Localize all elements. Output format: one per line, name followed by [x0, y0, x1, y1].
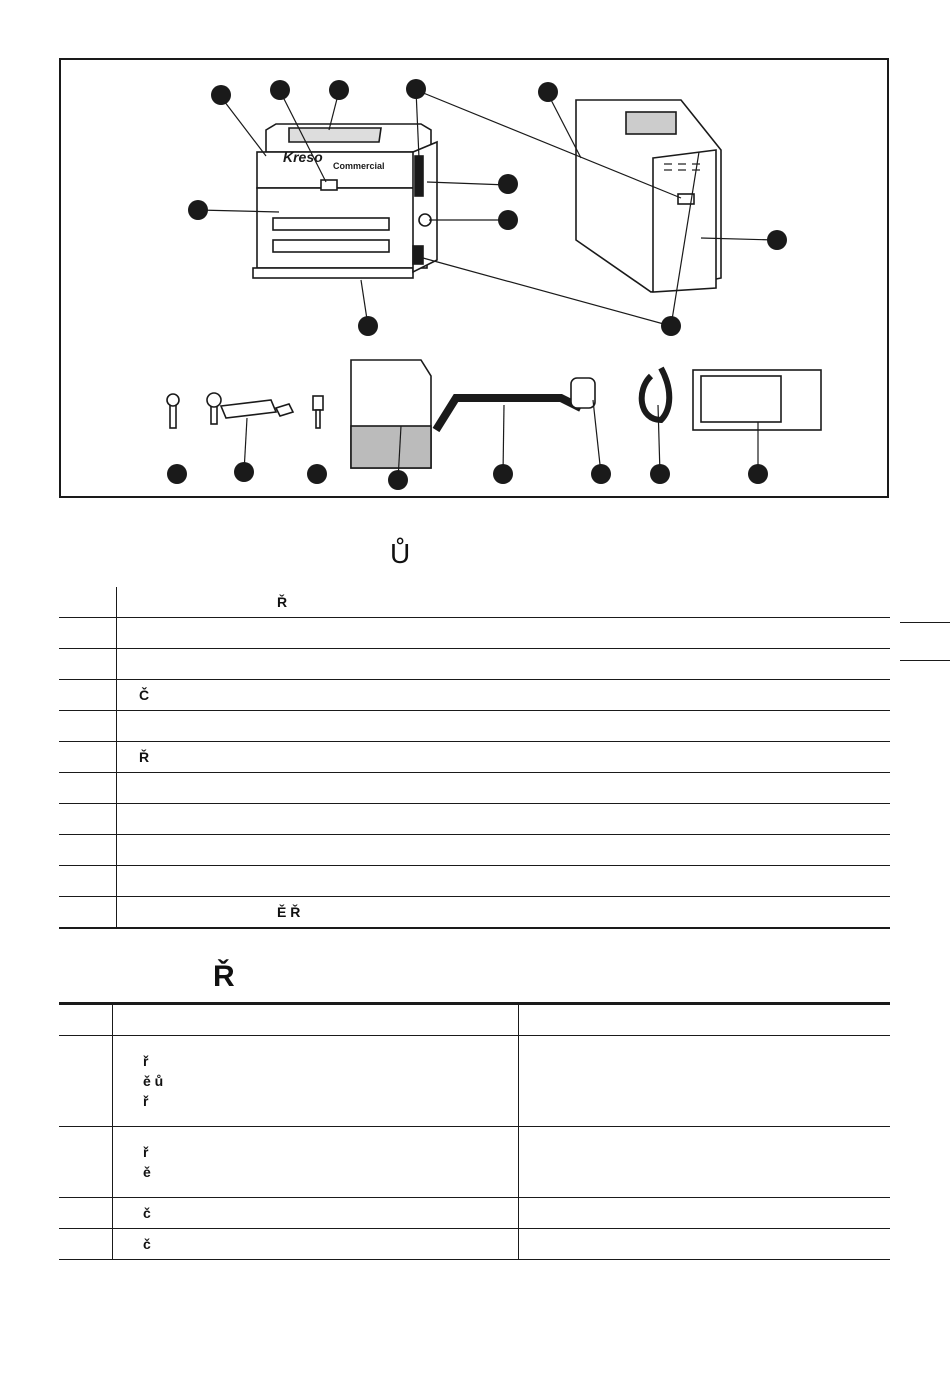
- page-edge-tab-bottom: [900, 660, 950, 661]
- problem-cell: [113, 1036, 519, 1127]
- table-header-row: [59, 1004, 890, 1036]
- callout-marker: [661, 316, 681, 336]
- table-row: [59, 1127, 890, 1198]
- table-row: [59, 1198, 890, 1229]
- troubleshooting-heading: Ř: [213, 960, 235, 993]
- brand-logo: Kreso: [283, 149, 323, 165]
- row-number-cell: [59, 1127, 113, 1198]
- table-row: [59, 587, 890, 618]
- part-number-cell: [59, 866, 117, 897]
- problem-line: ě ů: [143, 1073, 164, 1089]
- cabinet-drawing: [576, 100, 721, 292]
- problem-cell: [113, 1229, 519, 1260]
- problem-line: č: [143, 1205, 151, 1221]
- table-header-cell: [59, 1004, 113, 1036]
- callout-marker: [406, 79, 426, 99]
- table-row: [59, 773, 890, 804]
- parts-list-table: [59, 587, 890, 929]
- model-label: Commercial: [333, 161, 385, 171]
- table-row: [59, 680, 890, 711]
- parts-list-heading: Ů: [390, 538, 411, 569]
- solution-cell: [519, 1127, 891, 1198]
- solution-cell: [519, 1036, 891, 1127]
- part-number-cell: [59, 649, 117, 680]
- table-row: [59, 649, 890, 680]
- callout-marker: [498, 210, 518, 230]
- callout-marker: [358, 316, 378, 336]
- exploded-view-figure: [59, 58, 889, 498]
- part-number-cell: [59, 804, 117, 835]
- table-row: [59, 835, 890, 866]
- table-row: [59, 804, 890, 835]
- table-header-cell: [519, 1004, 891, 1036]
- part-description-cell: Ř: [117, 587, 891, 618]
- callout-marker: [591, 464, 611, 484]
- callout-marker: [211, 85, 231, 105]
- part-number-cell: [59, 711, 117, 742]
- part-description-cell: Č: [117, 680, 891, 711]
- callout-marker: [307, 464, 327, 484]
- callout-marker: [167, 464, 187, 484]
- table-row: [59, 1036, 890, 1127]
- callout-marker: [188, 200, 208, 220]
- part-description-cell: [117, 773, 891, 804]
- callout-marker: [650, 464, 670, 484]
- exploded-view-drawing: [61, 60, 891, 500]
- part-number-cell: [59, 742, 117, 773]
- problem-line: ř: [143, 1053, 149, 1069]
- table-row: [59, 711, 890, 742]
- part-description-cell: Ě Ř: [117, 897, 891, 929]
- table-header-cell: [113, 1004, 519, 1036]
- problem-line: ě: [143, 1164, 151, 1180]
- accessories-drawing: [167, 360, 821, 468]
- callout-marker: [538, 82, 558, 102]
- page-edge-tab-top: [900, 622, 950, 623]
- table-row: [59, 742, 890, 773]
- part-description-cell: [117, 804, 891, 835]
- part-number-cell: [59, 618, 117, 649]
- part-description-cell: [117, 711, 891, 742]
- callout-marker: [498, 174, 518, 194]
- part-number-cell: [59, 897, 117, 929]
- part-number-cell: [59, 587, 117, 618]
- part-description-cell: [117, 835, 891, 866]
- problem-line: ř: [143, 1093, 149, 1109]
- callout-marker: [767, 230, 787, 250]
- callout-marker: [270, 80, 290, 100]
- part-description-cell: Ř: [117, 742, 891, 773]
- callout-marker: [234, 462, 254, 482]
- part-number-cell: [59, 835, 117, 866]
- callout-marker: [329, 80, 349, 100]
- part-number-cell: [59, 773, 117, 804]
- table-row: [59, 618, 890, 649]
- part-description-cell: [117, 618, 891, 649]
- solution-cell: [519, 1198, 891, 1229]
- callout-marker: [748, 464, 768, 484]
- problem-cell: [113, 1198, 519, 1229]
- part-description-cell: [117, 866, 891, 897]
- problem-line: ř: [143, 1144, 149, 1160]
- row-number-cell: [59, 1229, 113, 1260]
- callout-marker: [493, 464, 513, 484]
- troubleshooting-table: [59, 1002, 890, 1260]
- problem-line: č: [143, 1236, 151, 1252]
- row-number-cell: [59, 1198, 113, 1229]
- tool-chest-drawing: [253, 124, 437, 278]
- table-row: [59, 897, 890, 929]
- part-number-cell: [59, 680, 117, 711]
- part-description-cell: [117, 649, 891, 680]
- callout-marker: [388, 470, 408, 490]
- row-number-cell: [59, 1036, 113, 1127]
- problem-cell: [113, 1127, 519, 1198]
- table-row: [59, 866, 890, 897]
- solution-cell: [519, 1229, 891, 1260]
- table-row: [59, 1229, 890, 1260]
